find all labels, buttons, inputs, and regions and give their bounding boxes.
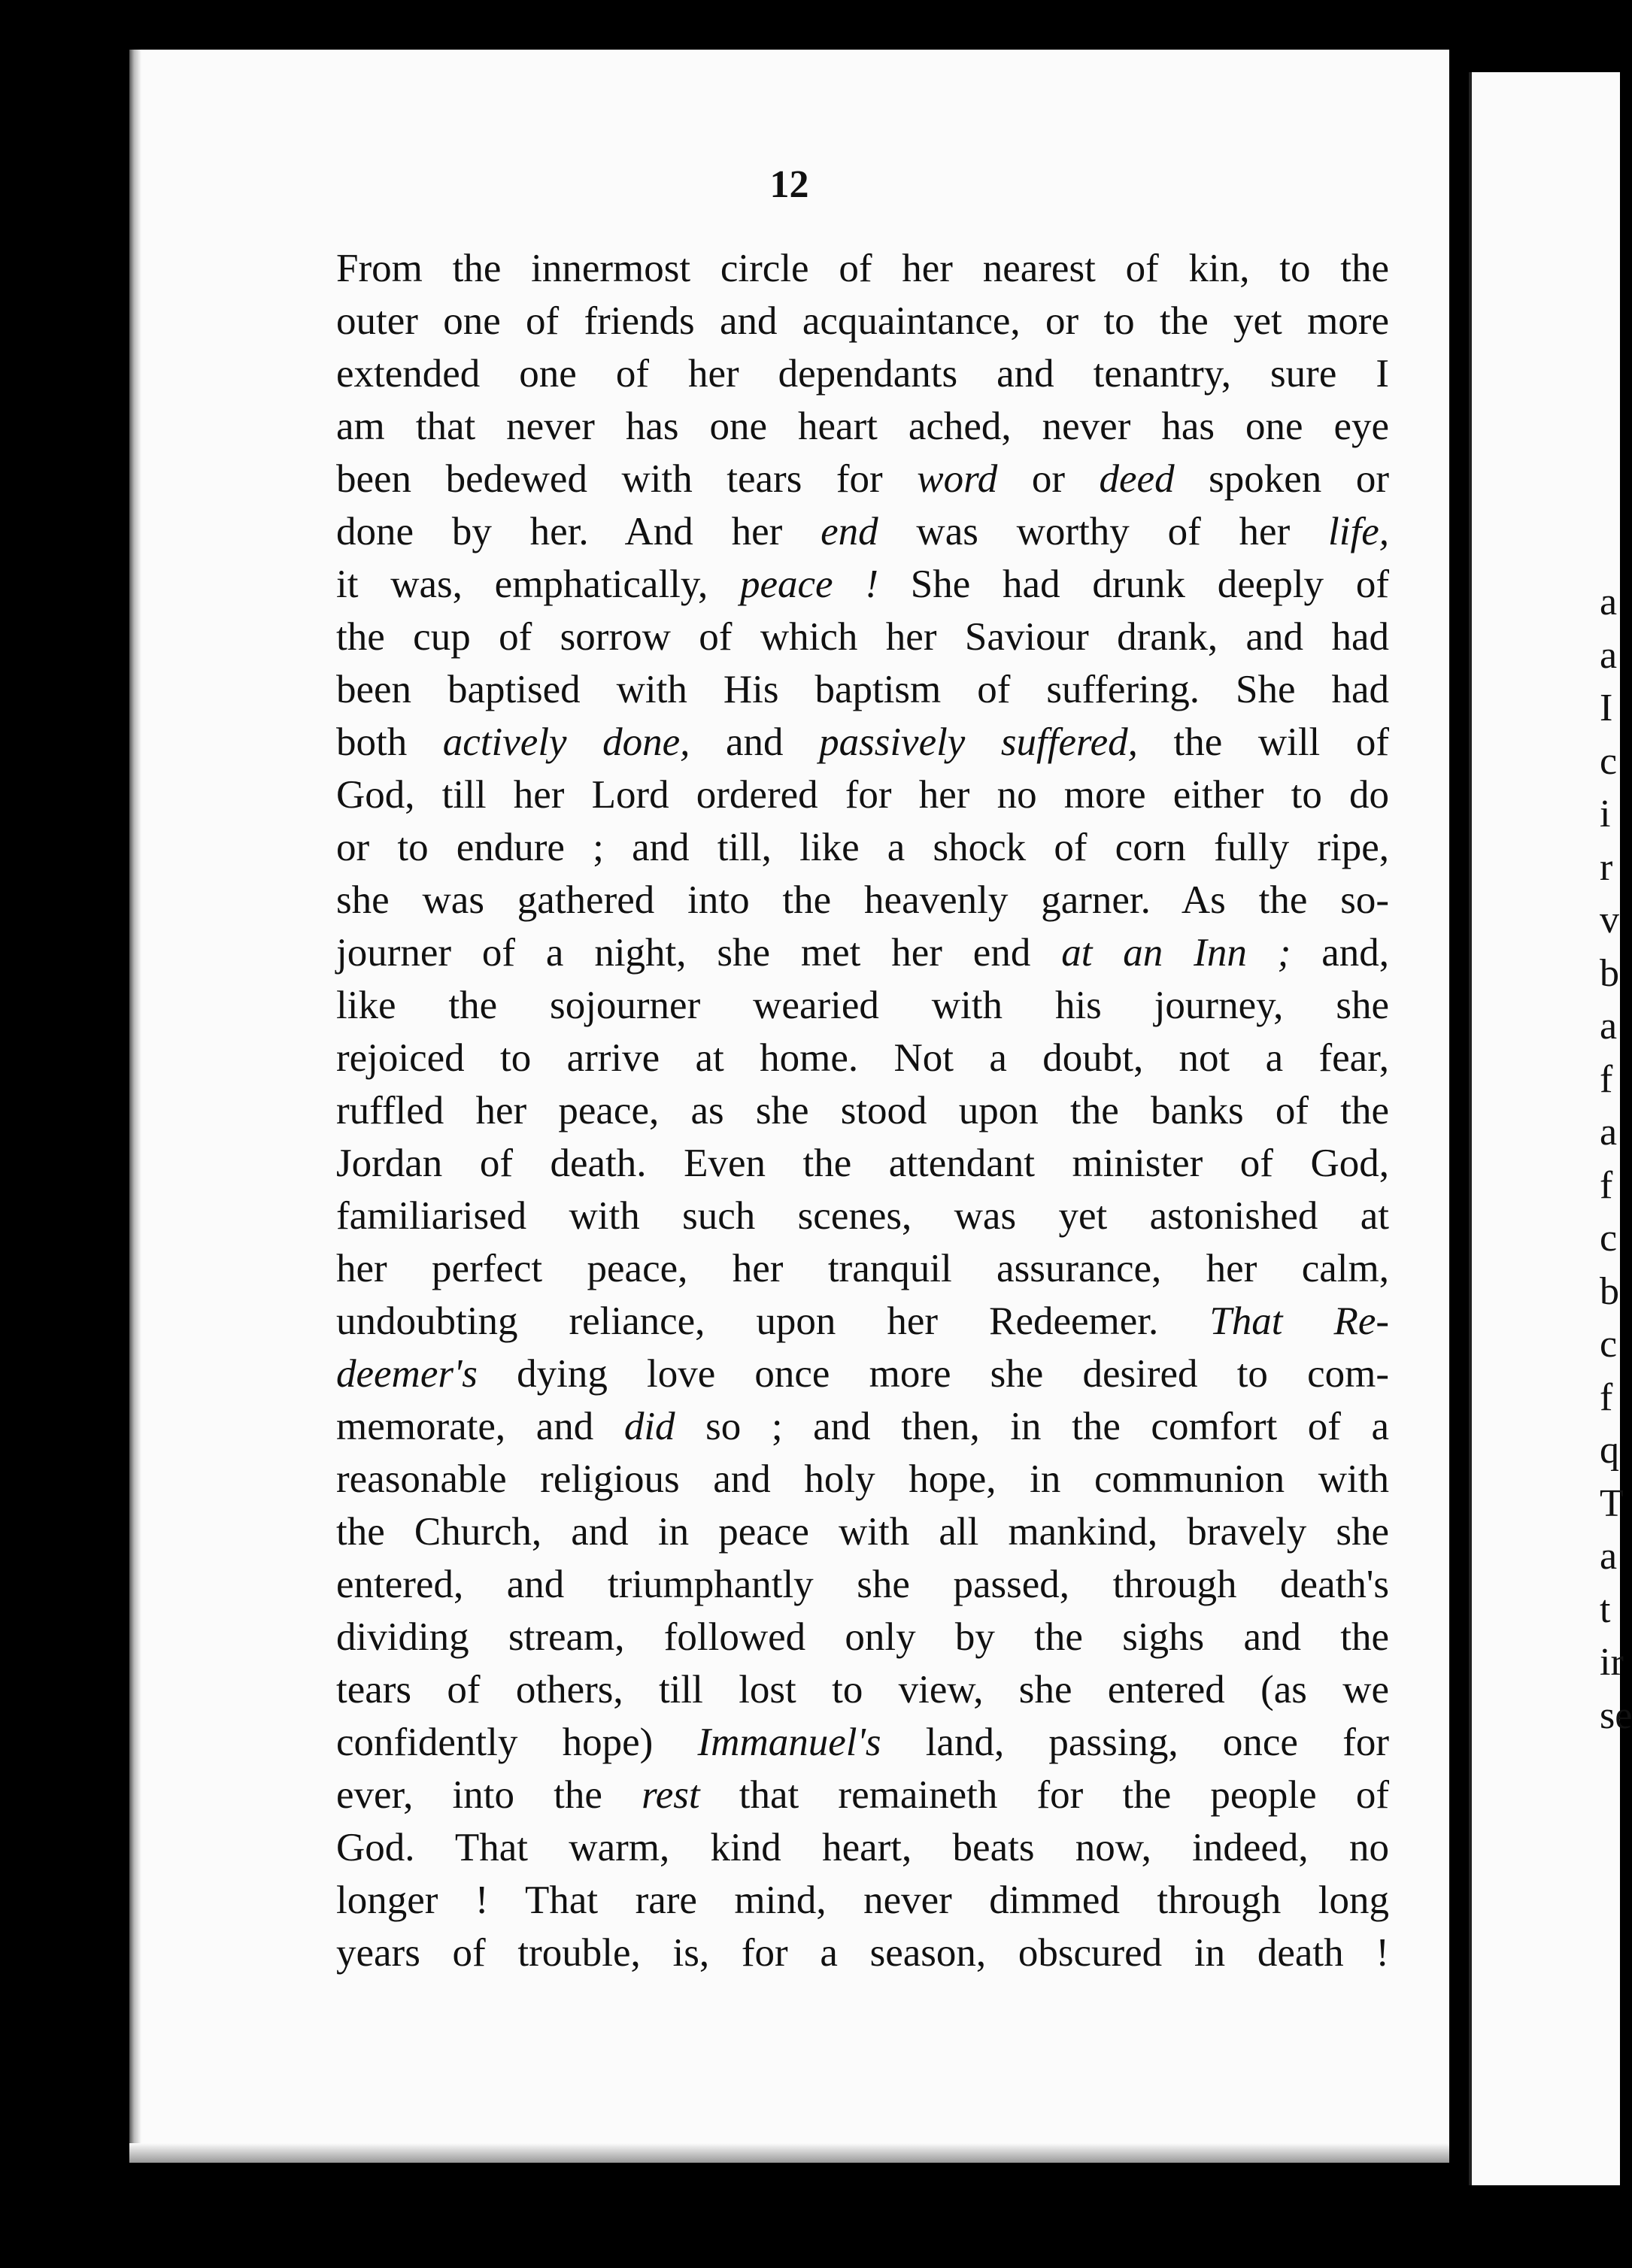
text-line — [336, 453, 1389, 505]
book-gutter — [1449, 68, 1469, 2166]
text-line — [336, 1453, 1389, 1505]
text-segment: outer one of friends and acquaintance, or to the yet more — [336, 299, 1389, 343]
text-segment: and — [690, 720, 820, 764]
text-segment: so ; and then, in the comfort of a — [675, 1405, 1390, 1448]
text-segment: or to endure ; and till, like a shock of corn fully ripe, — [336, 826, 1389, 869]
text-line — [336, 1927, 1389, 1979]
text-segment: memorate, and — [336, 1405, 624, 1448]
text-line — [336, 1663, 1389, 1716]
text-segment: reasonable religious and holy hope, in communion with — [336, 1457, 1389, 1501]
text-segment: the Church, and in peace with all mankind, bravely she — [336, 1510, 1389, 1554]
text-segment: God. That warm, kind heart, beats now, indeed, no — [336, 1826, 1389, 1869]
text-segment: she was gathered into the heavenly garner. As the so- — [336, 878, 1389, 922]
text-line — [336, 295, 1389, 347]
page-number: 12 — [769, 163, 809, 206]
page-left-edge-shadow — [129, 50, 141, 2163]
facing-page-fragment: f — [1600, 1163, 1613, 1207]
text-line — [336, 716, 1389, 769]
facing-page-fragment: c — [1600, 1217, 1618, 1260]
text-segment: the will of — [1137, 720, 1389, 764]
book-page — [129, 50, 1449, 2163]
facing-page-fragment: b — [1600, 951, 1619, 995]
text-segment: that remaineth for the people of — [699, 1773, 1390, 1817]
text-line — [336, 821, 1389, 874]
facing-page-fragment: T — [1600, 1481, 1624, 1525]
facing-page-fragment: a — [1600, 1535, 1618, 1578]
text-line — [336, 1769, 1389, 1821]
text-line — [336, 1190, 1389, 1242]
text-line — [336, 1348, 1389, 1400]
text-segment: ruffled her peace, as she stood upon the banks of the — [336, 1089, 1389, 1132]
facing-page-fragment: f — [1600, 1375, 1613, 1419]
text-line — [336, 769, 1389, 821]
text-line — [336, 1084, 1389, 1137]
text-segment: land, passing, once for — [881, 1721, 1389, 1764]
text-line — [336, 663, 1389, 716]
text-segment: She had drunk deeply of — [878, 562, 1389, 606]
text-line — [336, 611, 1389, 663]
facing-page-fragment: t — [1600, 1587, 1611, 1631]
italic-text: deemer's — [336, 1352, 478, 1396]
facing-page-fragment: I — [1600, 687, 1613, 729]
text-segment: it was, emphatically, — [336, 562, 740, 606]
italic-text: at an Inn ; — [1061, 931, 1291, 975]
italic-text: word — [917, 457, 998, 501]
facing-page-fragment: c — [1600, 739, 1618, 783]
text-line — [336, 1821, 1389, 1874]
text-line — [336, 926, 1389, 979]
text-line — [336, 1611, 1389, 1663]
text-line — [336, 1295, 1389, 1348]
page-body-text — [336, 242, 1389, 1979]
text-line — [336, 874, 1389, 926]
facing-page-fragment: f — [1600, 1057, 1613, 1101]
text-line — [336, 558, 1389, 611]
italic-text: deed — [1099, 457, 1175, 501]
text-segment: Jordan of death. Even the attendant minister of God, — [336, 1142, 1389, 1185]
text-segment: her perfect peace, her tranquil assurance, her calm, — [336, 1247, 1389, 1290]
text-line — [336, 347, 1389, 400]
text-segment: God, till her Lord ordered for her no more either to do — [336, 773, 1389, 817]
text-segment: spoken or — [1174, 457, 1390, 501]
text-segment: dying love once more she desired to com- — [477, 1352, 1389, 1396]
text-segment: or — [997, 457, 1100, 501]
facing-page-fragment: ir — [1600, 1641, 1624, 1684]
text-line — [336, 1558, 1389, 1611]
facing-page-fragment: a — [1600, 1005, 1618, 1048]
facing-page-edge — [1469, 72, 1632, 2185]
text-segment: familiarised with such scenes, was yet astonished at — [336, 1194, 1389, 1238]
text-segment: been bedewed with tears for — [336, 457, 918, 501]
text-line — [336, 979, 1389, 1032]
text-segment: done by her. And her — [336, 510, 821, 553]
text-line — [336, 1874, 1389, 1927]
text-line — [336, 1400, 1389, 1453]
text-segment: tears of others, till lost to view, she entered (as we — [336, 1668, 1389, 1712]
text-segment: journer of a night, she met her end — [336, 931, 1062, 975]
text-line — [336, 1716, 1389, 1769]
text-line — [336, 1032, 1389, 1084]
text-segment: From the innermost circle of her nearest of kin, to the — [336, 247, 1389, 290]
facing-page-fragment: se — [1600, 1693, 1632, 1737]
text-segment: been baptised with His baptism of suffering. She had — [336, 668, 1389, 711]
text-line — [336, 1137, 1389, 1190]
text-segment: undoubting reliance, upon her Redeemer. — [336, 1299, 1210, 1343]
text-segment: ever, into the — [336, 1773, 642, 1817]
text-line — [336, 1505, 1389, 1558]
italic-text: peace ! — [740, 562, 878, 606]
text-segment: both — [336, 720, 443, 764]
text-line — [336, 242, 1389, 295]
facing-page-fragment: r — [1600, 845, 1613, 889]
text-segment: confidently hope) — [336, 1721, 698, 1764]
italic-text: end — [821, 510, 878, 553]
facing-page-fragment: b — [1600, 1269, 1619, 1313]
text-line — [336, 505, 1389, 558]
italic-text: life, — [1328, 510, 1389, 553]
facing-page-fragment: a — [1600, 1111, 1618, 1154]
text-segment: years of trouble, is, for a season, obscured in death ! — [336, 1931, 1389, 1975]
italic-text: actively done, — [442, 720, 690, 764]
text-segment: the cup of sorrow of which her Saviour drank, and had — [336, 615, 1389, 659]
text-segment: longer ! That rare mind, never dimmed through long — [336, 1878, 1389, 1922]
text-line — [336, 400, 1389, 453]
facing-page-fragment: v — [1600, 899, 1619, 941]
text-line — [336, 1242, 1389, 1295]
italic-text: did — [623, 1405, 675, 1448]
text-segment: like the sojourner wearied with his journey, she — [336, 984, 1389, 1027]
italic-text: passively suffered, — [819, 720, 1138, 764]
facing-page-fragment: a — [1600, 581, 1618, 623]
italic-text: That Re- — [1209, 1299, 1390, 1343]
facing-page-fragment: i — [1600, 793, 1611, 835]
facing-page-fragment: q — [1600, 1429, 1619, 1472]
text-segment: dividing stream, followed only by the sighs and the — [336, 1615, 1389, 1659]
text-segment: entered, and triumphantly she passed, through death's — [336, 1563, 1389, 1606]
text-segment: and, — [1291, 931, 1389, 975]
facing-page-fragment: c — [1600, 1323, 1618, 1366]
page-bottom-edge-shadow — [129, 2143, 1449, 2163]
text-segment: was worthy of her — [878, 510, 1329, 553]
text-segment: am that never has one heart ached, never has one eye — [336, 405, 1389, 448]
text-segment: rejoiced to arrive at home. Not a doubt, not a fear, — [336, 1036, 1389, 1080]
italic-text: rest — [642, 1773, 700, 1817]
italic-text: Immanuel's — [697, 1721, 881, 1764]
facing-page-fragment: a — [1600, 633, 1618, 677]
text-segment: extended one of her dependants and tenantry, sure I — [336, 352, 1389, 396]
